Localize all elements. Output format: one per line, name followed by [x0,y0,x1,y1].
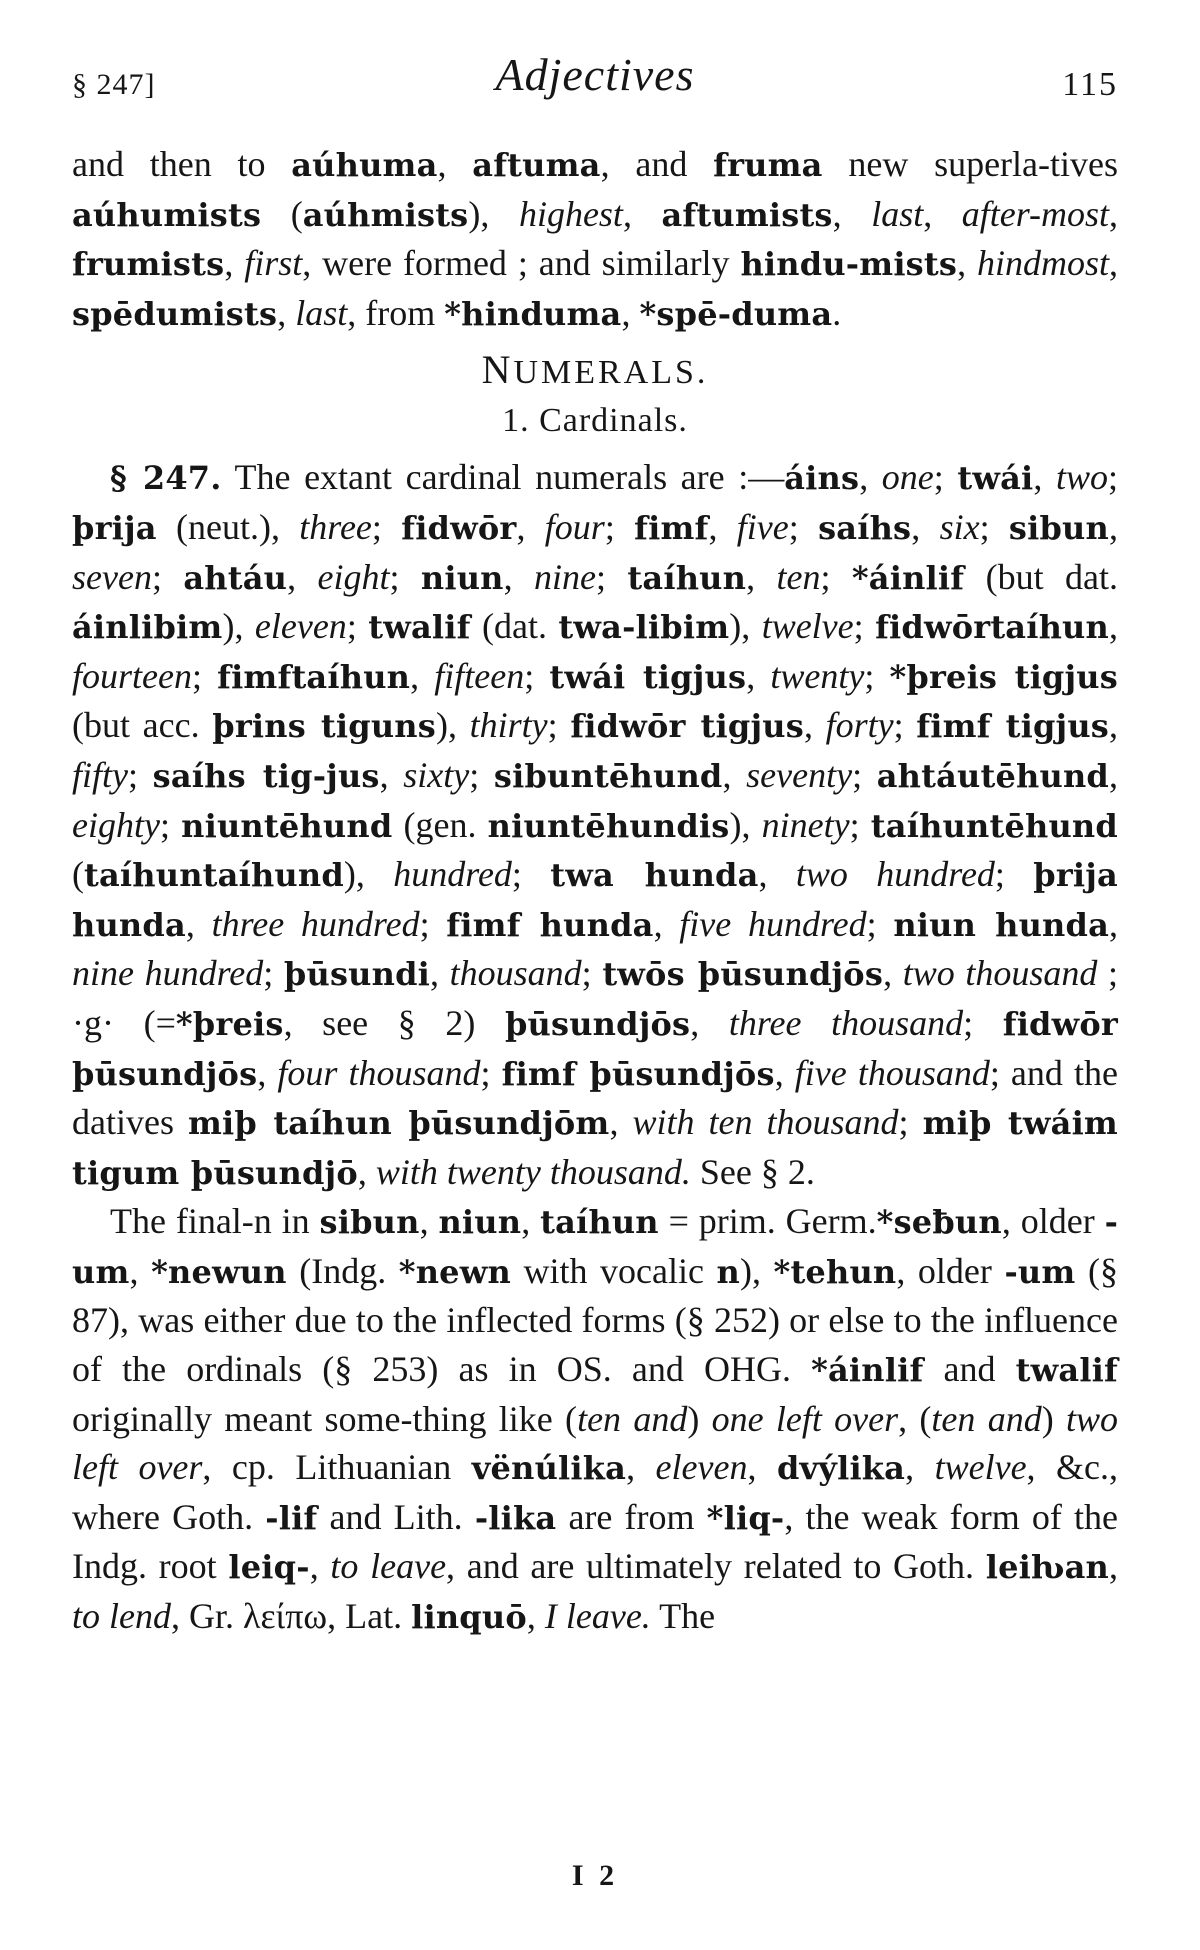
text-run: , [1109,754,1118,795]
text-run: (gen. [392,804,488,845]
gothic-word: *newun [151,1252,287,1291]
gloss: seventy [746,754,853,795]
text-run: , [521,1201,541,1242]
text-run: ; [547,705,571,746]
text-run: , [1108,506,1118,547]
gloss: fifty [72,754,128,795]
gothic-word: saíhs [818,508,912,547]
text-run: ; [191,655,218,696]
text-run: , ( [898,1398,932,1439]
text-run: ; [864,655,890,696]
gothic-word: fimf þūsundjōs [501,1054,775,1093]
text-run: ( [261,193,303,234]
text-run: ; and the datives [72,1052,1118,1143]
text-run: , [129,1250,152,1291]
text-run: , [621,292,640,333]
text-run: ; [994,854,1034,895]
gothic-word: fimf tigjus [916,707,1109,746]
text-run: , [309,1546,331,1587]
gothic-word: twái tigjus [549,657,747,696]
gothic-word: miþ taíhun þūsundjōm [187,1104,610,1143]
text-run: with vocalic [510,1250,717,1291]
gothic-word: taíhun [540,1203,659,1242]
text-run: (dat. [470,606,559,647]
gothic-word: ahtáutēhund [876,756,1109,795]
text-run: The [650,1596,716,1637]
gothic-word: n [716,1252,740,1291]
gloss: to lend [72,1596,171,1637]
section-heading-numerals [72,347,1118,393]
text-run: The extant cardinal numerals are :— [221,457,785,498]
gothic-word: ahtáu [183,558,288,597]
text-run: , [626,1447,656,1488]
gothic-word: fimf hunda [446,905,654,944]
gothic-word: twalif [368,608,471,647]
text-run: ; ·g· (= [72,953,1118,1043]
page-number: 115 [1062,66,1118,103]
gloss: two left over [72,1398,1118,1488]
text-run: , [722,754,747,795]
gothic-word: aúhuma [291,146,438,184]
gloss: seven [72,556,152,597]
text-run: ; [128,754,153,795]
gothic-word: fidwōr [401,508,517,547]
text-run: , [905,1447,935,1488]
text-run: , cp. Lithuanian [202,1447,472,1488]
text-run: ), [343,854,394,895]
gothic-word: *spē-duma [639,294,833,333]
gloss: fifteen [434,655,525,696]
text-run: ; [596,556,628,597]
gothic-word: fidwōr þūsundjōs [72,1004,1118,1093]
gothic-word: *seƀun [876,1203,1002,1242]
gloss: to leave [330,1546,447,1587]
lithuanian-word: dvýlika [776,1449,906,1488]
text-run: , [859,457,882,498]
gothic-word: aftumists [661,195,833,234]
gothic-word: *hinduma [444,294,622,333]
gloss: twenty [770,655,865,696]
text-run: , [883,953,903,994]
gothic-word: frumists [72,245,225,284]
gloss: two [1055,457,1108,498]
gloss: three [299,506,372,547]
section-reference: § 247] [72,68,156,101]
gothic-word: áins [784,459,860,498]
text-run: , [747,1447,777,1488]
text-run: (but acc. [72,705,213,746]
gothic-word: -um [72,1203,1119,1291]
text-run: , from [347,292,445,333]
text-run: ), [222,606,255,647]
text-run: ; [933,457,958,498]
text-run: ; [849,804,871,845]
text-run: , see § 2) [283,1002,505,1043]
text-run: ; [389,556,421,597]
gothic-word: *áinlif [811,1351,924,1390]
gloss: highest [518,193,623,234]
gothic-word: saíhs tig-jus [152,756,380,795]
text-run: (but dat. [964,556,1118,597]
text-run: ; [979,506,1009,547]
text-run: and then to [72,144,292,184]
text-run: , [957,243,977,284]
text-run: ; [151,556,184,597]
text-run: , the weak form of the Indg. root [72,1496,1118,1587]
gothic-word: -um [1004,1252,1076,1291]
text-run: ; [371,506,402,547]
gothic-word: taíhuntēhund [870,806,1118,845]
gloss: hindmost [976,243,1109,284]
text-run: new superla-tives [822,144,1118,184]
gloss: five [736,506,789,547]
gothic-word: hindu-mists [740,245,958,284]
greek-word: λείπω [242,1596,328,1637]
gloss: ninety [761,804,850,845]
text-run: , [746,556,777,597]
text-run: See § 2. [690,1151,815,1192]
text-run: ; [263,953,284,994]
text-run: ), [729,606,762,647]
paragraph-superlatives [72,140,1118,338]
text-run: (neut.), [156,506,300,547]
text-run: ), [739,1250,774,1291]
gloss: four thousand [277,1052,481,1093]
gloss: hundred [393,854,512,895]
text-run: ; [419,903,447,944]
text-run: ; [788,506,819,547]
text-run: ), [435,705,470,746]
text-run: ; [524,655,550,696]
text-run: ; [893,705,917,746]
text-run: ; [853,606,876,647]
gloss: after-most [961,193,1110,234]
text-run: are from [556,1496,707,1537]
gothic-word: niuntēhund [181,806,393,845]
text-run: (Indg. [286,1250,399,1291]
text-run: , [708,506,737,547]
text-run: , [690,1002,729,1043]
gloss: with ten thousand [632,1102,899,1143]
text-run: , and [600,144,714,184]
gothic-word: taíhun [627,558,747,597]
text-run: , [774,1052,795,1093]
text-run: ; [604,506,635,547]
text-run: , [410,655,435,696]
gloss: sixty [403,754,470,795]
gothic-word: niun hunda [893,905,1110,944]
text-run: ; [866,903,894,944]
text-run: ; [159,804,182,845]
gothic-word: miþ twáim tigum þūsundjō [72,1104,1118,1192]
paragraph-final-n [72,1197,1118,1641]
text-run: , [653,903,680,944]
gothic-word: þūsundi [283,955,431,994]
gloss: nine [534,556,597,597]
text-run: , [277,292,296,333]
gothic-word: niun [420,558,504,597]
gloss: twelve [934,1447,1027,1488]
gloss: five thousand [794,1052,990,1093]
paragraph-247 [72,453,1118,1197]
text-run: ), [468,193,519,234]
gothic-word: þrins tiguns [212,707,436,746]
gothic-word: twa hunda [550,856,759,895]
text-run: , [622,193,662,234]
gothic-word: fimftaíhun [217,657,411,696]
gloss: with twenty thousand. [375,1151,691,1192]
text-run: The final-n in [110,1201,320,1242]
gothic-word: *newn [398,1252,511,1291]
gothic-word: þrija [72,508,157,547]
heading-rest: UMERALS. [513,354,709,392]
text-run: , older [896,1250,1005,1291]
root-form: *liq- [706,1498,785,1537]
gothic-word: *þreis tigjus [889,657,1118,696]
text-run: ; [963,1002,1003,1043]
gloss: thirty [469,705,548,746]
gothic-word: twalif [1015,1351,1118,1390]
text-run: , [257,1052,278,1093]
text-run: , [1109,1546,1118,1587]
text-run: , [1109,243,1118,284]
text-run: , [758,854,796,895]
page [72,48,1119,1892]
gloss: two hundred [795,854,995,895]
text-run: , [185,903,212,944]
gloss: last [295,292,348,333]
gothic-word: *tehun [773,1252,897,1291]
text-run: , [1109,606,1118,647]
text-run: . [832,292,842,333]
text-run: originally meant some-thing like ( [72,1398,578,1439]
text-run: , [287,556,318,597]
text-run: ; [852,754,877,795]
body-text [72,140,1118,1642]
text-run: , [1109,903,1119,944]
gloss: eight [317,556,390,597]
gloss: one left over [711,1398,899,1439]
gloss: eighty [72,804,160,845]
text-run: ), [729,804,762,845]
gothic-word: fidwōrtaíhun [875,608,1109,647]
text-run: , Lat. [327,1596,412,1637]
text-run: , Gr. [170,1596,243,1637]
text-run: , [437,144,473,184]
gloss: eleven [254,606,347,647]
text-run: ; [469,754,494,795]
gothic-word: aftuma [472,146,601,184]
text-run: , [516,506,545,547]
gothic-word: aúhmists [302,195,469,234]
gloss: five hundred [679,903,867,944]
text-run: , [379,754,404,795]
subsection-heading-cardinals: 1. Cardinals. [502,402,688,440]
text-run: , [430,953,450,994]
text-run: ( [72,854,84,895]
gloss: I leave. [544,1596,651,1637]
page-title: Adjectives [495,49,695,100]
gothic-word: fruma [713,146,823,184]
gothic-word: -lif [265,1498,318,1537]
gloss: eleven [655,1447,748,1488]
gothic-word: þrija hunda [72,856,1118,944]
gothic-word: aúhumists [72,195,262,234]
text-run: , [746,655,771,696]
text-run: , [357,1151,376,1192]
lithuanian-word: vënúlika [471,1449,627,1488]
heading-initial: N [481,347,514,393]
gloss: first [244,243,303,284]
gloss: twelve [761,606,854,647]
text-run: ; [898,1102,923,1143]
text-run: = prim. Germ. [658,1201,877,1242]
text-run: ; [820,556,852,597]
gothic-word: fimf [634,508,709,547]
text-run: , older [1001,1201,1105,1242]
signature-mark: I 2 [571,1859,619,1892]
text-run: , [923,193,962,234]
gothic-word: *áinlif [851,558,965,597]
gothic-word: leiƕan [985,1548,1109,1587]
gothic-word: niuntēhundis [487,806,730,845]
text-run: ; [1108,457,1119,498]
text-run: (§ 87), was either due to the inflected forms (§ 252) or else to the influence of the ordinals (§ 253) as in OS. and OHG. [72,1250,1118,1390]
text-run: , [609,1102,633,1143]
text-run: ; [511,854,551,895]
text-run: , [503,556,535,597]
gothic-word: fidwōr tigjus [570,707,804,746]
gloss: three hundred [211,903,420,944]
section-number: § 247. [110,459,222,498]
text-run: , [1109,193,1119,234]
text-run: , were formed ; and similarly [302,243,741,284]
root-form: leiq- [228,1548,310,1587]
gothic-word: niun [438,1203,522,1242]
gothic-word: sibun [1008,508,1109,547]
text-run: , and are ultimately related to Goth. [446,1546,986,1587]
gloss: two thousand [902,953,1098,994]
gloss: last [871,193,924,234]
gloss: forty [825,705,894,746]
text-run: , [911,506,940,547]
text-run: , [1033,457,1056,498]
gothic-word: sibuntēhund [493,756,723,795]
gothic-word: taíhuntaíhund [84,856,344,895]
latin-word: linquō [411,1598,527,1637]
gothic-word: *þreis [175,1004,284,1043]
gloss: three thousand [728,1002,964,1043]
text-run: ; [581,953,603,994]
text-run: , [419,1201,439,1242]
gothic-word: twa-libim [558,608,730,647]
text-run: ) [1041,1398,1066,1439]
gothic-word: sibun [319,1203,420,1242]
text-run: , [832,193,872,234]
text-run: , [224,243,245,284]
gloss: one [881,457,934,498]
gloss: ten [776,556,821,597]
gloss: ten and [931,1398,1042,1439]
gothic-word: áinlibim [72,608,223,647]
gloss: four [544,506,605,547]
gothic-word: spēdumists [72,294,278,333]
text-run: ; [480,1052,502,1093]
text-run: , [1109,705,1118,746]
gloss: fourteen [72,655,192,696]
gloss: ten and [577,1398,688,1439]
gothic-word: þūsundjōs [504,1004,691,1043]
text-run: and [923,1349,1016,1390]
gothic-word: twái [957,459,1034,498]
text-run: ) [687,1398,712,1439]
gothic-word: twōs þūsundjōs [602,955,884,994]
lithuanian-word: -lika [474,1498,557,1537]
gloss: nine hundred [72,953,264,994]
running-head [72,48,1118,112]
gloss: thousand [449,953,582,994]
text-run: ; [346,606,369,647]
text-run: , &c., where Goth. [72,1447,1118,1537]
text-run: , [526,1596,545,1637]
text-run: and Lith. [317,1496,475,1537]
text-run: , [803,705,826,746]
gloss: six [939,506,980,547]
